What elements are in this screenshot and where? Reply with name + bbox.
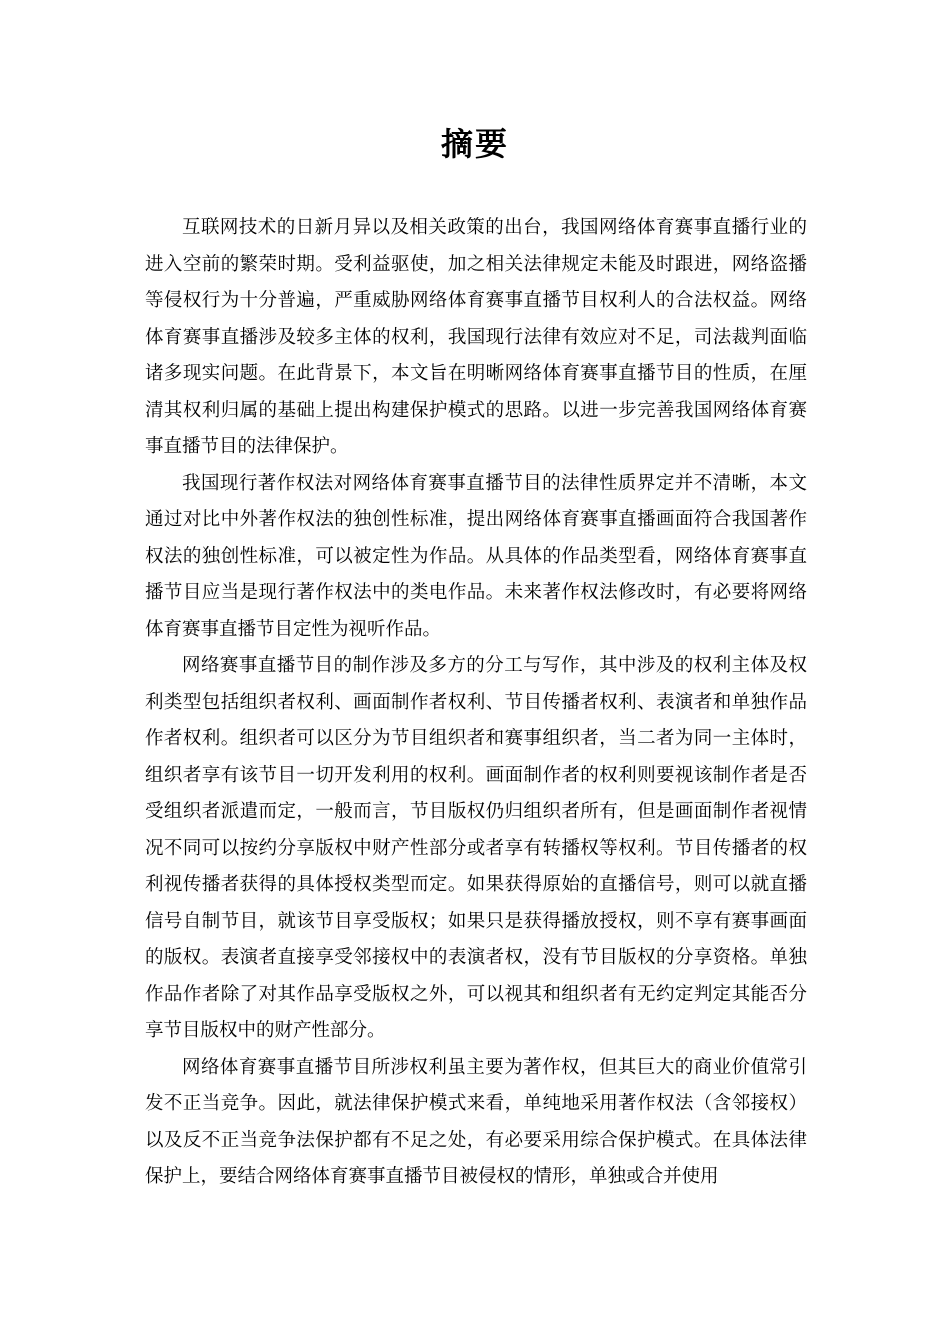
paragraph-3: 网络赛事直播节目的制作涉及多方的分工与写作，其中涉及的权利主体及权利类型包括组织者权利、画面制作者权利、节目传播者权利、表演者和单独作品作者权利。组织者可以区分为节目组织者和赛事组织者，当二者为同一主体时，组织者享有该节目一切开发利用的权利。画面制作者的权利则要视该制作者是否受组织者派遣而定，一般而言，节目版权仍归组织者所有，但是画面制作者视情况不同可以按约分享版权中财产性部分或者享有转播权等权利。节目传播者的权利视传播者获得的具体授权类型而定。如果获得原始的直播信号，则可以就直播信号自制节目，就该节目享受版权；如果只是获得播放授权，则不享有赛事画面的版权。表演者直接享受邻接权中的表演者权，没有节目版权的分享资格。单独作品作者除了对其作品享受版权之外，可以视其和组织者有无约定判定其能否分享节目版权中的财产性部分。 bbox=[145, 655, 807, 1041]
paragraph-4: 网络体育赛事直播节目所涉权利虽主要为著作权，但其巨大的商业价值常引发不正当竞争。因此，就法律保护模式来看，单纯地采用著作权法（含邻接权）以及反不正当竞争法保护都有不足之处，有必要采用综合保护模式。在具体法律保护上，要结合网络体育赛事直播节目被侵权的情形，单独或合并使用 bbox=[145, 1056, 807, 1187]
abstract-body bbox=[145, 210, 807, 1196]
page-title: 摘要 bbox=[440, 125, 509, 163]
paragraph-2: 我国现行著作权法对网络体育赛事直播节目的法律性质界定并不清晰，本文通过对比中外著作权法的独创性标准，提出网络体育赛事直播画面符合我国著作权法的独创性标准，可以被定性为作品。从具体的作品类型看，网络体育赛事直播节目应当是现行著作权法中的类电作品。未来著作权法修改时，有必要将网络体育赛事直播节目定性为视听作品。 bbox=[145, 472, 807, 640]
paragraph-1: 互联网技术的日新月异以及相关政策的出台，我国网络体育赛事直播行业的进入空前的繁荣时期。受利益驱使，加之相关法律规定未能及时跟进，网络盗播等侵权行为十分普遍，严重威胁网络体育赛事直播节目权利人的合法权益。网络体育赛事直播涉及较多主体的权利，我国现行法律有效应对不足，司法裁判面临诸多现实问题。在此背景下，本文旨在明晰网络体育赛事直播节目的性质，在厘清其权利归属的基础上提出构建保护模式的思路。以进一步完善我国网络体育赛事直播节目的法律保护。 bbox=[145, 217, 807, 457]
